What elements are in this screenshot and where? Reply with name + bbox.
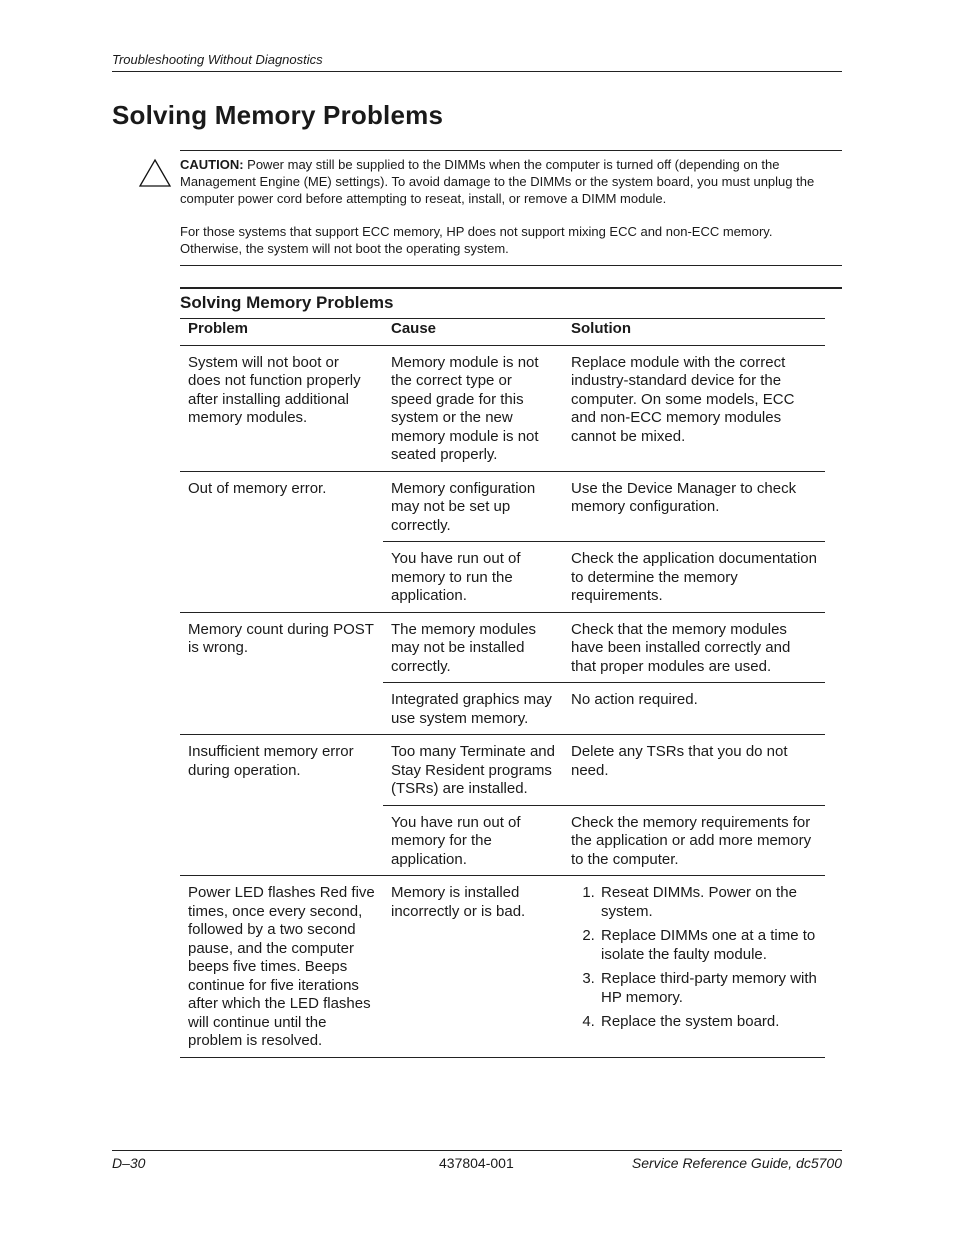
solution-cell: No action required. [563,683,825,735]
column-header-problem: Problem [180,319,383,346]
cause-cell: Integrated graphics may use system memory. [383,683,563,735]
ecc-note: For those systems that support ECC memory, HP does not support mixing ECC and non-ECC memory. Otherwise, the system will not boot the operating system. [180,224,773,256]
solution-cell: Check that the memory modules have been installed correctly and that proper modules are used. [563,612,825,683]
solution-steps-list [571,884,817,1032]
table-row [180,876,825,1058]
solution-cell: Use the Device Manager to check memory configuration. [563,471,825,542]
table-row [180,735,825,806]
caution-rule-bottom [180,265,842,266]
solution-cell: Delete any TSRs that you do not need. [563,735,825,806]
table-row [180,471,825,542]
solution-cell: Check the memory requirements for the application or add more memory to the computer. [563,805,825,876]
cause-cell: You have run out of memory for the application. [383,805,563,876]
caution-text: Power may still be supplied to the DIMMs when the computer is turned off (depending on the Management Engine (ME) settings). To avoid damage to the DIMMs or the system board, you must unplug the computer power cord before attempting to reseat, install, or remove a DIMM module. [180,157,815,206]
table-title: Solving Memory Problems [180,293,394,312]
problem-cell: Power LED flashes Red five times, once every second, followed by a two second pause, and the computer beeps five times. Beeps continue for five iterations after which the LED flashes will continue until the problem is resolved. [180,876,383,1058]
cause-cell: The memory modules may not be installed correctly. [383,612,563,683]
caution-triangle-icon [138,158,172,188]
problem-cell: Out of memory error. [180,471,383,612]
problem-cell: Insufficient memory error during operation. [180,735,383,876]
problem-cell: System will not boot or does not function properly after installing additional memory modules. [180,345,383,471]
header-rule [112,71,842,72]
running-head: Troubleshooting Without Diagnostics [112,52,323,67]
cause-cell: You have run out of memory to run the application. [383,542,563,613]
caution-paragraph [180,156,832,207]
memory-problems-table [180,318,825,1058]
caution-box [112,150,842,266]
table-row [180,612,825,683]
page-title: Solving Memory Problems [112,100,444,130]
doc-number: 437804-001 [439,1155,514,1171]
table-header-row [180,319,825,346]
footer-rule [112,1150,842,1151]
cause-cell: Memory module is not the correct type or speed grade for this system or the new memory module is not seated properly. [383,345,563,471]
column-header-cause: Cause [383,319,563,346]
caution-label: CAUTION: [180,157,244,172]
solution-cell [563,876,825,1058]
cause-cell: Memory is installed incorrectly or is bad. [383,876,563,1058]
problem-cell: Memory count during POST is wrong. [180,612,383,735]
cause-cell: Too many Terminate and Stay Resident programs (TSRs) are installed. [383,735,563,806]
solution-cell: Check the application documentation to determine the memory requirements. [563,542,825,613]
column-header-solution: Solution [563,319,825,346]
solution-step: 4. Replace the system board. [599,1013,817,1032]
cause-cell: Memory configuration may not be set up correctly. [383,471,563,542]
solution-step: 1. Reseat DIMMs. Power on the system. [599,884,817,921]
solution-cell: Replace module with the correct industry-standard device for the computer. On some models, ECC and non-ECC memory modules cannot be mixed. [563,345,825,471]
page-number: D–30 [112,1155,146,1171]
table-row [180,345,825,471]
memory-problems-table-block [180,287,842,1058]
guide-title: Service Reference Guide, dc5700 [631,1155,842,1171]
solution-step: 2. Replace DIMMs one at a time to isolate the faulty module. [599,927,817,964]
solution-step: 3. Replace third-party memory with HP memory. [599,970,817,1007]
